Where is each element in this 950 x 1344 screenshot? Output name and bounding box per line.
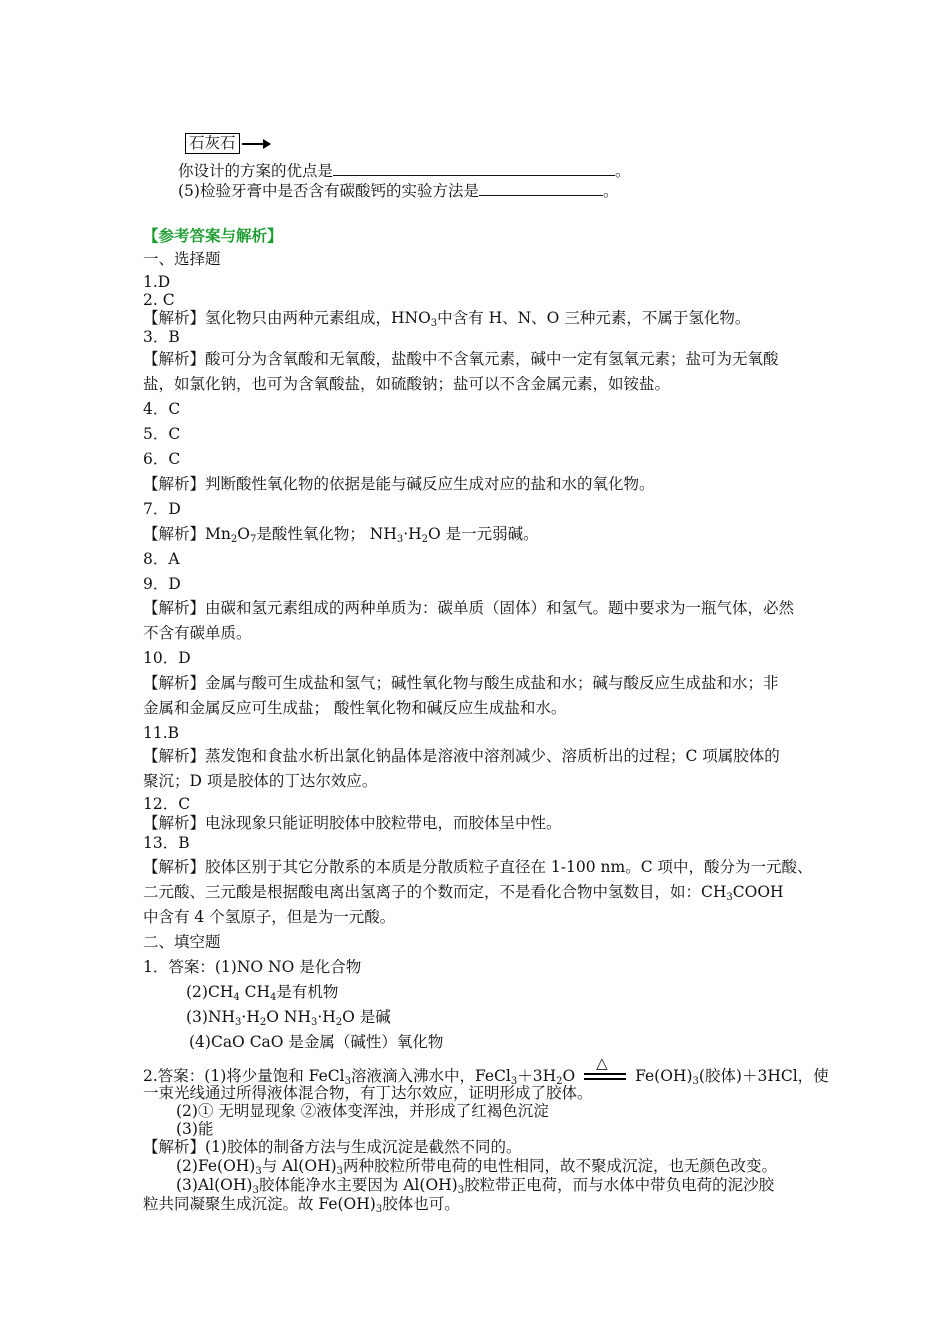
answers-heading: 【参考答案与解析】 bbox=[143, 226, 283, 245]
answer-5: 5．C bbox=[143, 425, 181, 443]
fill-1-part1: 1．答案：(1)NO NO 是化合物 bbox=[143, 958, 362, 976]
explanation-10-line2: 金属和金属反应可生成盐； 酸性氧化物和碱反应生成盐和水。 bbox=[143, 699, 567, 717]
question-5-line: (5)检验牙膏中是否含有碳酸钙的实验方法是 。 bbox=[178, 182, 619, 200]
fill-1-part4: (4)CaO CaO 是金属（碱性）氧化物 bbox=[189, 1033, 444, 1051]
apparatus-row bbox=[185, 133, 270, 154]
fill-2-part3: (3)能 bbox=[176, 1120, 214, 1138]
fill-2-explanation-4: 粒共同凝聚生成沉淀。故 $Fe(OH)_3$胶体也可。 bbox=[143, 1195, 460, 1215]
answer-10: 10．D bbox=[143, 649, 191, 667]
section-fill-title: 二、填空题 bbox=[143, 933, 221, 951]
answer-4: 4．C bbox=[143, 400, 181, 418]
fill-2-explanation-3: $(3)Al(OH)_3$胶体能净水主要因为 $Al(OH)_3$胶粒带正电荷，而与水体中带负电荷的泥沙胶 bbox=[176, 1176, 775, 1196]
explanation-2: 【解析】氢化物只由两种元素组成，$HNO_3$中含有 H、N、O 三种元素，不属于氢化物。 bbox=[143, 309, 751, 329]
answer-11: 11.B bbox=[143, 724, 180, 742]
fill-2-line1: 2.答案：(1)将少量饱和 FeCl$_3$溶液滴入沸水中，$FeCl_3+3H_2O$ △ $Fe(OH)_3$(胶体)＋3HCl，使 bbox=[143, 1054, 829, 1087]
answer-9: 9．D bbox=[143, 575, 181, 593]
fill-2-part2: (2)① 无明显现象 ②液体变浑浊，并形成了红褐色沉淀 bbox=[176, 1102, 549, 1120]
explanation-13-line3: 中含有 4 个氢原子，但是为一元酸。 bbox=[143, 908, 396, 926]
fill-1-part3: $(3)NH_3\cdot H_2O$ $NH_3\cdot H_2O$ 是碱 bbox=[186, 1008, 391, 1028]
answer-2: 2. C bbox=[143, 291, 175, 309]
explanation-9-line2: 不含有碳单质。 bbox=[143, 624, 252, 642]
answer-7: 7．D bbox=[143, 500, 181, 518]
explanation-9-line1: 【解析】由碳和氢元素组成的两种单质为：碳单质（固体）和氢气。题中要求为一瓶气体，必然 bbox=[143, 599, 795, 617]
answer-blank bbox=[479, 180, 603, 196]
answer-blank bbox=[333, 160, 615, 176]
explanation-7: 【解析】$Mn_2O_7$是酸性氧化物； $NH_3\cdot H_2O$ 是一元弱碱。 bbox=[143, 525, 539, 545]
answer-1: 1.D bbox=[143, 273, 171, 291]
answer-6: 6．C bbox=[143, 450, 181, 468]
explanation-3-line1: 【解析】酸可分为含氧酸和无氧酸，盐酸中不含氧元素，碱中一定有氢氧元素；盐可为无氧酸 bbox=[143, 350, 779, 368]
right-arrow-icon bbox=[242, 143, 270, 145]
fill-1-part2: $(2)CH_4$ $CH_4$是有机物 bbox=[186, 983, 339, 1003]
answer-8: 8．A bbox=[143, 550, 180, 568]
answer-13: 13．B bbox=[143, 834, 190, 852]
explanation-6: 【解析】判断酸性氧化物的依据是能与碱反应生成对应的盐和水的氧化物。 bbox=[143, 475, 655, 493]
explanation-12: 【解析】电泳现象只能证明胶体中胶粒带电，而胶体呈中性。 bbox=[143, 814, 562, 832]
fill-2-explanation-2: $(2)Fe(OH)_3$与 $Al(OH)_3$两种胶粒所带电荷的电性相同，故不聚成沉淀，也无颜色改变。 bbox=[176, 1157, 778, 1177]
limestone-box: 石灰石 bbox=[185, 133, 240, 154]
section-choice-title: 一、选择题 bbox=[143, 250, 221, 268]
explanation-13-line1: 【解析】胶体区别于其它分散系的本质是分散质粒子直径在 1-100 nm。C 项中，酸分为一元酸、 bbox=[143, 858, 813, 876]
explanation-3-line2: 盐，如氯化钠，也可为含氧酸盐，如硫酸钠；盐可以不含金属元素，如铵盐。 bbox=[143, 375, 671, 393]
answer-3: 3．B bbox=[143, 328, 180, 346]
advantage-line: 你设计的方案的优点是 。 bbox=[178, 162, 631, 180]
answer-12: 12．C bbox=[143, 795, 191, 813]
explanation-13-line2: 二元酸、三元酸是根据酸电离出氢离子的个数而定，不是看化合物中氢数目，如：$CH_3COOH$ bbox=[143, 883, 784, 903]
fill-2-explanation-1: 【解析】(1)胶体的制备方法与生成沉淀是截然不同的。 bbox=[143, 1138, 522, 1156]
explanation-11-line2: 聚沉；D 项是胶体的丁达尔效应。 bbox=[143, 772, 378, 790]
reaction-equals-heat-icon: △ bbox=[580, 1067, 630, 1087]
explanation-11-line1: 【解析】蒸发饱和食盐水析出氯化钠晶体是溶液中溶剂减少、溶质析出的过程；C 项属胶体的 bbox=[143, 747, 780, 765]
fill-2-line2: 一束光线通过所得液体混合物，有丁达尔效应，证明形成了胶体。 bbox=[143, 1084, 593, 1102]
explanation-10-line1: 【解析】金属与酸可生成盐和氢气；碱性氧化物与酸生成盐和水；碱与酸反应生成盐和水；非 bbox=[143, 674, 779, 692]
